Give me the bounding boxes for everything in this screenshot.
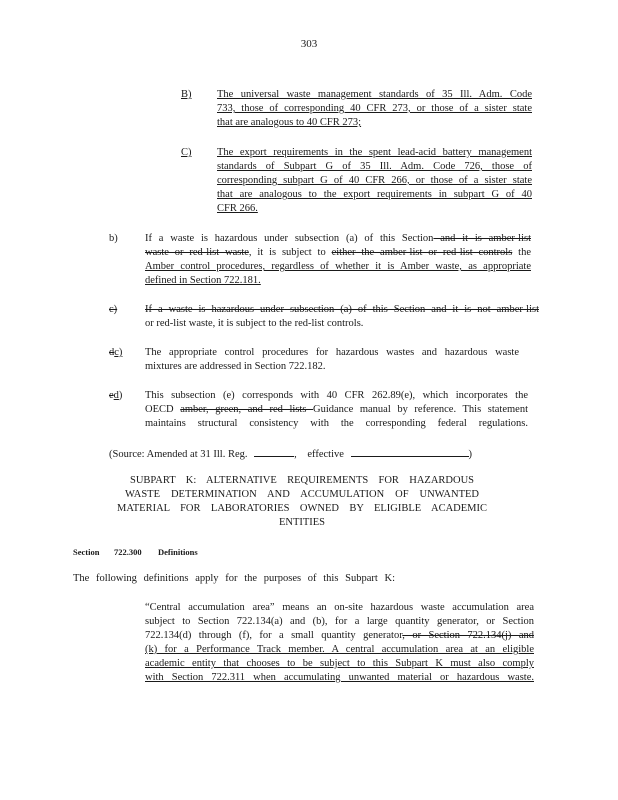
section-title: Definitions bbox=[158, 547, 198, 557]
item-b-line-3: that are analogous to 40 CFR 273; bbox=[217, 117, 362, 128]
definition-line-4: (k) for a Performance Track member. A central accumulation area at an eligible bbox=[145, 644, 534, 655]
source-note: (Source: Amended at 31 Ill. Reg. , effective ) bbox=[109, 446, 489, 460]
item-old-c-text bbox=[145, 303, 539, 331]
section-label: Section bbox=[73, 547, 100, 557]
item-c-line-5: CFR 266. bbox=[217, 203, 258, 214]
subpart-heading-line-3: MATERIAL FOR LABORATORIES OWNED BY ELIGIBLE ACADEMIC bbox=[117, 503, 487, 514]
page-number: 303 bbox=[300, 38, 318, 50]
source-effective-blank bbox=[351, 446, 469, 457]
item-e-text bbox=[145, 389, 528, 431]
definition-line-2: subject to Section 722.134(a) and (b), for a large quantity generator, or Section bbox=[145, 616, 534, 627]
item-lower-b-line-2: waste or red-list waste, it is subject to either the amber-list or red-list controls the bbox=[145, 247, 531, 258]
item-b-line-2: 733, those of corresponding 40 CFR 273, or those of a sister state bbox=[217, 103, 532, 114]
definition-line-1: “Central accumulation area” means an on-site hazardous waste accumulation area bbox=[145, 602, 534, 613]
item-e-line-1: This subsection (e) corresponds with 40 CFR 262.89(e), which incorporates the bbox=[145, 390, 528, 401]
item-c-label: C) bbox=[181, 147, 192, 158]
item-lower-b-line-1: If a waste is hazardous under subsection (a) of this Section and it is amber-list bbox=[145, 233, 531, 244]
item-lower-b-line-4: defined in Section 722.181. bbox=[145, 275, 261, 286]
item-c-line-4: that are analogous to the export requirements in subpart G of 40 bbox=[217, 189, 532, 200]
definition-central-accumulation-area bbox=[145, 601, 534, 685]
item-d-text bbox=[145, 346, 519, 374]
section-number: 722.300 bbox=[114, 547, 142, 557]
source-prefix: (Source: Amended at 31 Ill. Reg. bbox=[109, 449, 248, 460]
source-reg-blank bbox=[254, 446, 294, 457]
item-b-text bbox=[217, 88, 532, 130]
item-d-label: dc) bbox=[109, 347, 123, 358]
item-b-line-1: The universal waste management standards of 35 Ill. Adm. Code bbox=[217, 89, 532, 100]
item-e-line-2: OECD amber, green, and red lists Guidance manual by reference. This statement bbox=[145, 404, 528, 415]
definition-line-6: with Section 722.311 when accumulating unwanted material or hazardous waste. bbox=[145, 672, 534, 683]
item-c-line-1: The export requirements in the spent lead-acid battery management bbox=[217, 147, 532, 158]
item-c-line-3: corresponding subpart G of 40 CFR 266, or those of a sister state bbox=[217, 175, 532, 186]
item-old-c-label: c) bbox=[109, 304, 118, 315]
source-effective: effective bbox=[307, 449, 344, 460]
item-d-line-1: The appropriate control procedures for hazardous wastes and hazardous waste bbox=[145, 347, 519, 358]
item-lower-b-line-3: Amber control procedures, regardless of whether it is Amber waste, as appropriate bbox=[145, 261, 531, 272]
item-c-line-2: standards of Subpart G of 35 Ill. Adm. Code 726, those of bbox=[217, 161, 532, 172]
definition-line-3: 722.134(d) through (f), for a small quantity generator, or Section 722.134(j) and bbox=[145, 630, 534, 641]
item-b-label: B) bbox=[181, 89, 192, 100]
definition-line-5: academic entity that chooses to be subject to this Subpart K must also comply bbox=[145, 658, 534, 669]
item-c-text bbox=[217, 146, 532, 216]
item-old-c-line-2: or red-list waste, it is subject to the red-list controls. bbox=[145, 318, 364, 329]
item-old-c-line-1: If a waste is hazardous under subsection (a) of this Section and it is not amber-list bbox=[145, 304, 539, 315]
subpart-heading bbox=[117, 474, 487, 530]
item-d-line-2: mixtures are addressed in Section 722.182. bbox=[145, 361, 326, 372]
item-e-line-3: maintains structural consistency with the corresponding federal regulations. bbox=[145, 418, 528, 429]
item-lower-b-text bbox=[145, 232, 531, 288]
item-e-label: ed) bbox=[109, 390, 123, 401]
subpart-heading-line-2: WASTE DETERMINATION AND ACCUMULATION OF UNWANTED bbox=[125, 489, 479, 500]
subpart-heading-line-1: SUBPART K: ALTERNATIVE REQUIREMENTS FOR HAZARDOUS bbox=[130, 475, 474, 486]
subpart-heading-line-4: ENTITIES bbox=[278, 517, 326, 528]
definitions-intro: The following definitions apply for the purposes of this Subpart K: bbox=[73, 573, 395, 584]
item-lower-b-label: b) bbox=[109, 233, 118, 244]
